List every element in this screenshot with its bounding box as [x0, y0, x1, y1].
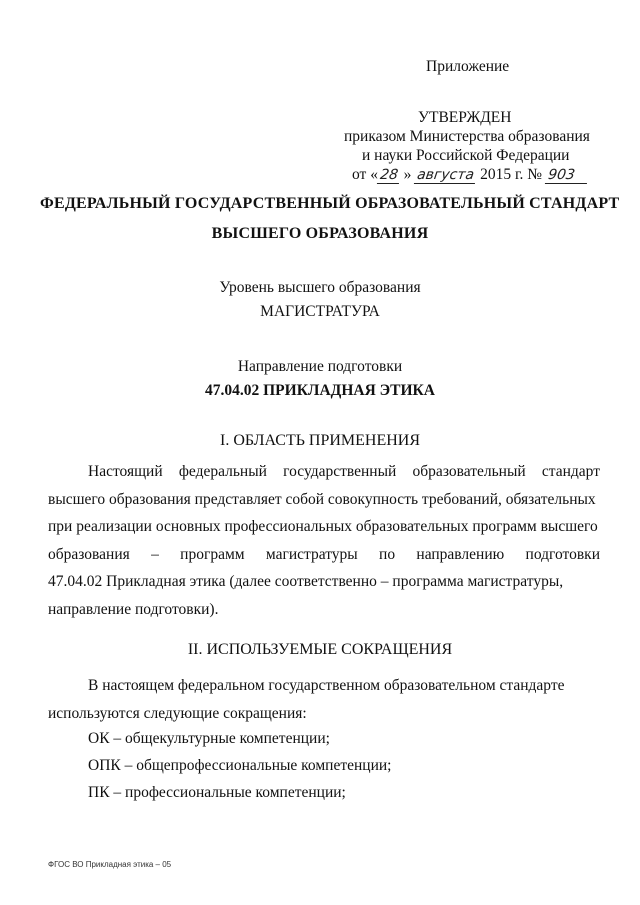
- word: образовательный: [412, 463, 526, 480]
- paragraph-line: [48, 596, 600, 624]
- line-text: направление подготовки).: [48, 600, 219, 618]
- word: программ: [180, 545, 245, 563]
- order-number-handwritten: 903: [545, 168, 589, 184]
- word: государственный: [283, 463, 397, 480]
- document-title-line-1: ФЕДЕРАЛЬНЫЙ ГОСУДАРСТВЕННЫЙ ОБРАЗОВАТЕЛЬНЫЙ СТАНДАРТ: [40, 195, 620, 212]
- line-text: при реализации основных профессиональных образовательных программ высшего: [48, 518, 598, 535]
- word: –: [151, 545, 159, 563]
- paragraph-line: [48, 672, 600, 700]
- paragraph-line: [48, 458, 600, 486]
- date-prefix: от «: [352, 166, 378, 183]
- line-text: используются следующие сокращения:: [48, 704, 307, 722]
- date-year: 2015 г. №: [480, 166, 543, 183]
- paragraph-line: [48, 541, 600, 569]
- approval-block: [330, 108, 600, 184]
- abbreviation-item: ОК – общекультурные компетенции;: [88, 730, 330, 747]
- word: по: [379, 545, 396, 563]
- word: подготовки: [525, 545, 600, 563]
- line-text: В настоящем федеральном государственном образовательном стандарте: [88, 677, 565, 694]
- order-date-line: [330, 165, 600, 184]
- section-1-heading: I. ОБЛАСТЬ ПРИМЕНЕНИЯ: [219, 432, 421, 449]
- word: направлению: [416, 545, 505, 563]
- section-1-paragraph: [48, 458, 600, 623]
- date-month-handwritten: августа: [414, 168, 477, 184]
- order-line-1: приказом Министерства образования: [344, 128, 590, 145]
- word: стандарт: [541, 463, 600, 480]
- appendix-label: Приложение: [426, 58, 510, 75]
- order-line-2: и науки Российской Федерации: [362, 147, 570, 164]
- document-title-line-2: ВЫСШЕГО ОБРАЗОВАНИЯ: [211, 225, 429, 242]
- line-text: 47.04.02 Прикладная этика (далее соответственно – программа магистратуры,: [48, 573, 564, 590]
- paragraph-line: [48, 486, 600, 514]
- page-footer: ФГОС ВО Прикладная этика – 05: [48, 860, 172, 869]
- abbreviation-item: ПК – профессиональные компетенции;: [88, 784, 346, 801]
- date-day-handwritten: 28: [377, 168, 401, 184]
- education-level-value: МАГИСТРАТУРА: [260, 303, 380, 320]
- word: магистратуры: [265, 545, 358, 563]
- line-text: высшего образования представляет собой совокупность требований, обязательных: [48, 490, 596, 508]
- approved-label: УТВЕРЖДЕН: [418, 109, 512, 126]
- section-2-heading: II. ИСПОЛЬЗУЕМЫЕ СОКРАЩЕНИЯ: [187, 641, 453, 658]
- abbreviation-item: ОПК – общепрофессиональные компетенции;: [88, 757, 392, 774]
- direction-label: Направление подготовки: [237, 358, 403, 375]
- paragraph-line: [48, 568, 600, 596]
- paragraph-line: [48, 700, 600, 728]
- word: образования: [48, 545, 130, 563]
- paragraph-line: [48, 513, 600, 541]
- date-mid: »: [403, 166, 412, 183]
- word: Настоящий: [88, 463, 163, 480]
- section-2-intro: [48, 672, 600, 727]
- word: федеральный: [178, 463, 267, 480]
- direction-value: 47.04.02 ПРИКЛАДНАЯ ЭТИКА: [204, 382, 435, 399]
- education-level-label: Уровень высшего образования: [219, 279, 421, 296]
